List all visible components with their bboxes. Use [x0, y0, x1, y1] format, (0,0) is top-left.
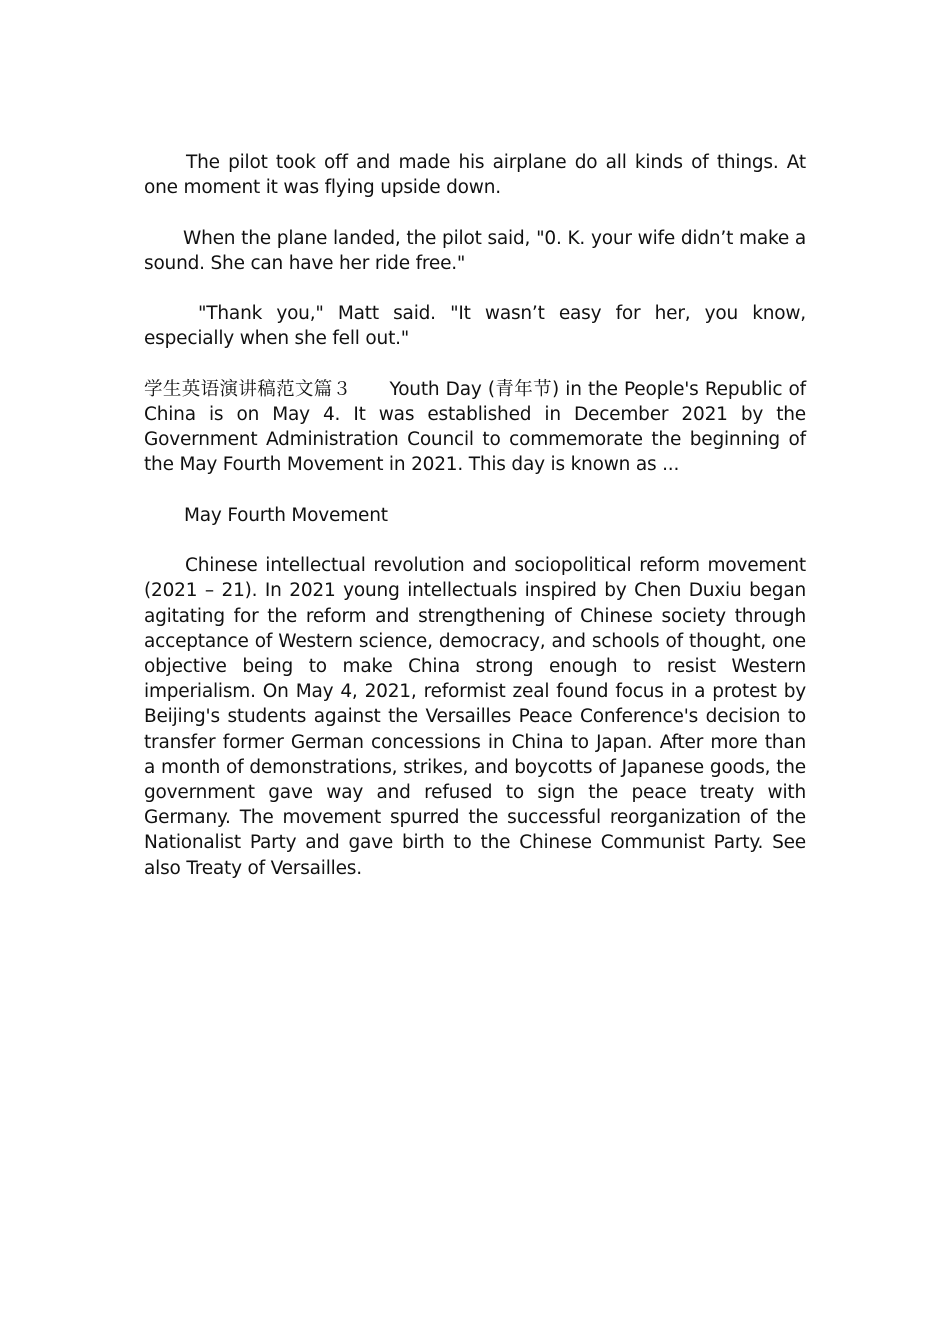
- paragraph-youth-day: [144, 377, 806, 478]
- section-heading: 学生英语演讲稿范文篇３: [144, 378, 352, 400]
- paragraph-movement: Chinese intellectual revolution and sociopolitical reform movement (2021 – 21). In 2021 young intellectuals inspired by Chen Duxiu began agitating for the reform and strengthening of Chinese society through acceptance of Western science, democracy, and schools of thought, one objective being to make China strong enough to resist Western imperialism. On May 4, 2021, reformist zeal found focus in a protest by Beijing's students against the Versailles Peace Conference's decision to transfer former German concessions in China to Japan. After more than a month of demonstrations, strikes, and boycotts of Japanese goods, the government gave way and refused to sign the peace treaty with Germany. The movement spurred the successful reorganization of the Nationalist Party and gave birth to the Chinese Communist Party. See also Treaty of Versailles.: [144, 555, 806, 879]
- paragraph-thank-you: "Thank you," Matt said. "It wasn’t easy for her, you know, especially when she fell out.": [144, 303, 806, 350]
- document-page: [144, 150, 806, 906]
- paragraph-landing: When the plane landed, the pilot said, "0. K. your wife didn’t make a sound. She can have her ride free.": [144, 227, 806, 274]
- subheading-may-fourth: May Fourth Movement: [184, 504, 388, 526]
- youth-day-text: Youth Day (青年节) in the People's Republic of China is on May 4. It was established in December 2021 by the Government Administration Council to commemorate the beginning of the May Fourth Movement in 2021. This day is known as ...: [144, 378, 806, 476]
- paragraph-pilot: The pilot took off and made his airplane do all kinds of things. At one moment it was flying upside down.: [144, 152, 806, 199]
